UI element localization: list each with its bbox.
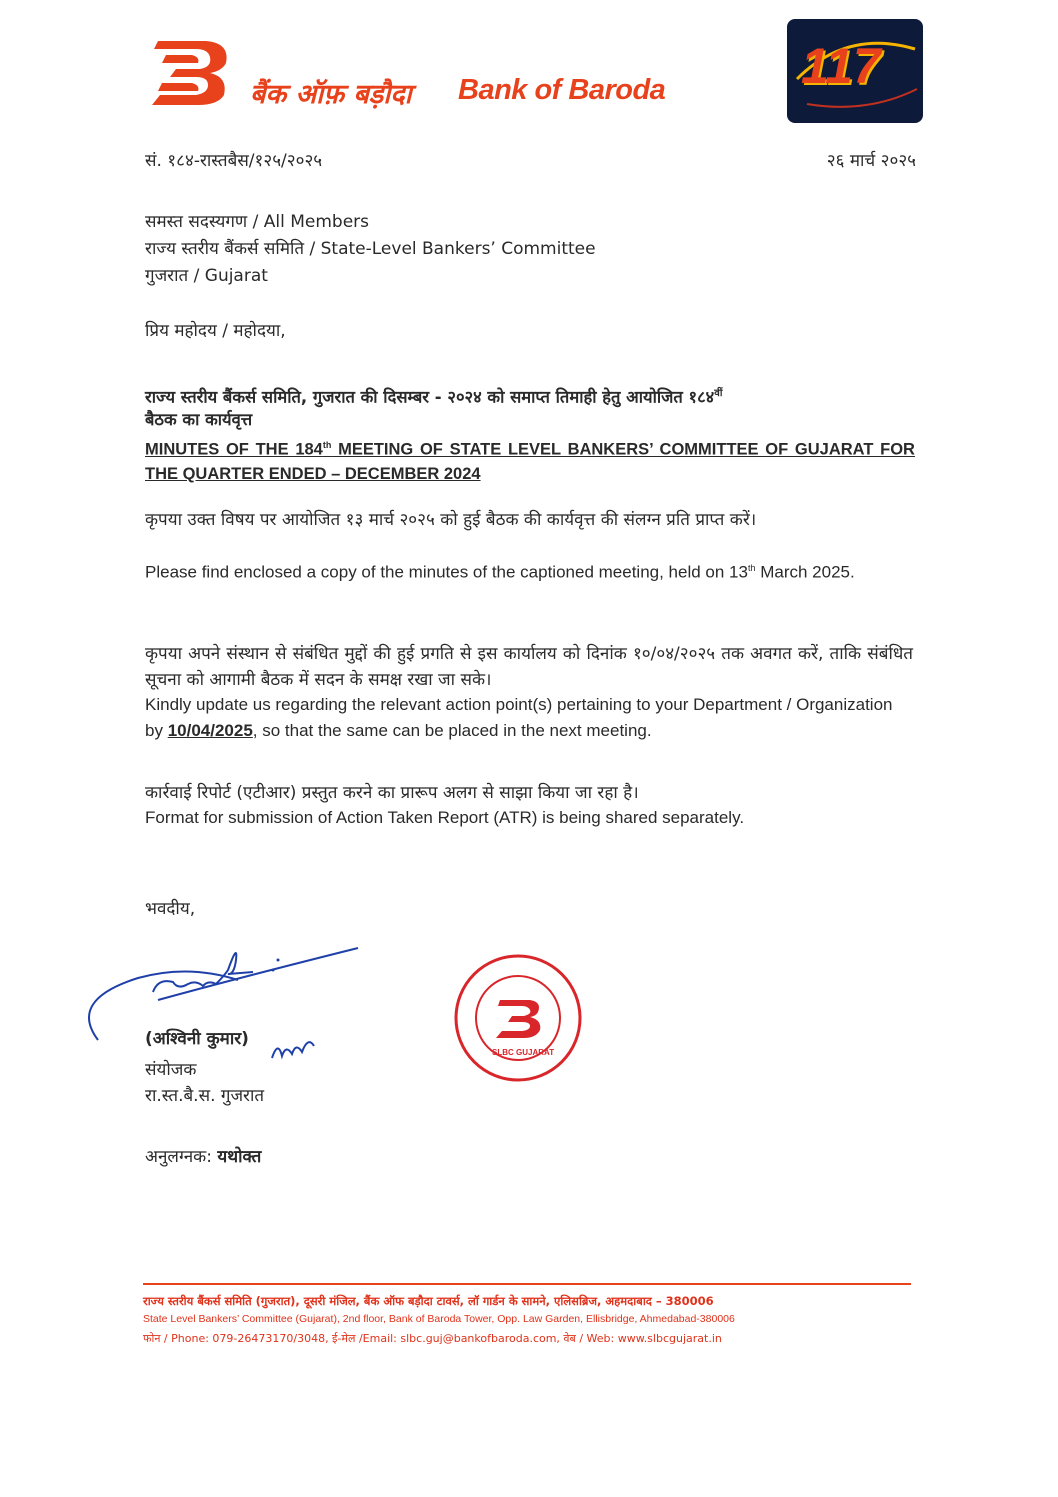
anniversary-number: 117 xyxy=(801,38,881,94)
letter-date: २६ मार्च २०२५ xyxy=(826,151,916,171)
initials-scribble-icon xyxy=(268,1030,320,1070)
paragraph-2-english xyxy=(145,692,913,744)
enclosure-value: यथोक्त xyxy=(217,1147,262,1167)
paragraph-2-english-text: Kindly update us regarding the relevant action point(s) pertaining to your Department / Organization by xyxy=(145,695,893,740)
stamp-seal-icon xyxy=(452,952,584,1084)
brand-name-hindi: बैंक ऑफ़ बड़ौदा xyxy=(250,79,412,110)
reference-number: सं. १८४-रास्तबैस/१२५/२०२५ xyxy=(145,151,323,171)
bank-of-baroda-logo-icon xyxy=(148,35,236,107)
paragraph-1-english xyxy=(145,555,913,586)
subject-english-text: MINUTES OF THE 184 xyxy=(145,440,323,459)
signatory-name: (अश्विनी कुमार) xyxy=(145,1029,249,1049)
paragraph-3-hindi: कार्रवाई रिपोर्ट (एटीआर) प्रस्तुत करने का प्रारूप अलग से साझा किया जा रहा है। xyxy=(145,783,639,803)
addressee-line: समस्त सदस्यगण / All Members xyxy=(145,212,370,232)
subject-english-superscript: th xyxy=(322,440,332,450)
slbc-stamp xyxy=(452,952,584,1084)
footer-address-hindi xyxy=(143,1294,913,1309)
subject-english-text-2: MEETING OF STATE LEVEL BANKERS’ COMMITTEE OF GUJARAT FOR THE QUARTER ENDED – DECEMBER 2024 xyxy=(145,440,915,483)
footer-line-1: राज्य स्तरीय बैंकर्स समिति (गुजरात), दूसरी मंजिल, बैंक ऑफ बड़ौदा टावर्स, लॉ गार्डन के सामने, एलिसब्रिज, अहमदाबाद – 380006 xyxy=(143,1294,714,1308)
paragraph-1-hindi: कृपया उक्त विषय पर आयोजित १३ मार्च २०२५ को हुई बैठक की कार्यवृत्त की संलग्न प्रति प्राप्त करें। xyxy=(145,510,757,530)
subject-hindi-superscript: वीं xyxy=(714,388,723,399)
footer-line-3: फोन / Phone: 079-26473170/3048, ई-मेल /Email: slbc.guj@bankofbaroda.com, वेब / Web: www.slbcgujarat.in xyxy=(143,1332,722,1345)
footer-divider xyxy=(143,1283,911,1285)
subject-hindi-text: राज्य स्तरीय बैंकर्स समिति, गुजरात की दिसम्बर - २०२४ को समाप्त तिमाही हेतु आयोजित १८४ xyxy=(145,387,715,407)
paragraph-1-english-superscript: th xyxy=(747,563,756,573)
subject-hindi-text-2: बैठक का कार्यवृत्त xyxy=(145,409,253,429)
paragraph-1-english-text-2: March 2025. xyxy=(755,562,855,582)
paragraph-3-english: Format for submission of Action Taken Report (ATR) is being shared separately. xyxy=(145,808,745,827)
paragraph-1-english-text: Please find enclosed a copy of the minutes of the captioned meeting, held on 13 xyxy=(145,562,748,582)
paragraph-2-english-text-2: , so that the same can be placed in the next meeting. xyxy=(252,721,652,740)
enclosure-label: अनुलग्नक: xyxy=(145,1147,212,1167)
enclosure xyxy=(145,1144,261,1167)
subject-hindi xyxy=(145,383,915,431)
stamp-text: SLBC GUJARAT xyxy=(492,1048,555,1057)
paragraph-2-hindi: कृपया अपने संस्थान से संबंधित मुद्दों की हुई प्रगति से इस कार्यालय को दिनांक १०/०४/२०२५ तक अवगत करें, ताकि संबंधित सूचना को आगामी बैठक में सदन के समक्ष रखा जा सके। xyxy=(145,644,913,690)
subject-english xyxy=(145,433,915,486)
footer-contact xyxy=(143,1331,913,1346)
salutation: प्रिय महोदय / महोदया, xyxy=(145,321,286,341)
footer-line-2: State Level Bankers’ Committee (Gujarat), 2nd floor, Bank of Baroda Tower, Opp. Law Garden, Ellisbridge, Ahmedabad-380006 xyxy=(143,1313,735,1325)
footer-address-english xyxy=(143,1313,913,1325)
brand-name-english: Bank of Baroda xyxy=(458,74,666,106)
addressee-line: राज्य स्तरीय बैंकर्स समिति / State-Level Bankers’ Committee xyxy=(145,239,596,259)
signatory-organization: रा.स्त.बै.स. गुजरात xyxy=(145,1086,265,1106)
anniversary-117-emblem xyxy=(787,19,923,123)
paragraph-2-deadline-date: 10/04/2025 xyxy=(167,721,253,740)
addressee-line: गुजरात / Gujarat xyxy=(145,266,268,286)
signatory-title: संयोजक xyxy=(145,1060,197,1080)
closing: भवदीय, xyxy=(145,899,196,919)
